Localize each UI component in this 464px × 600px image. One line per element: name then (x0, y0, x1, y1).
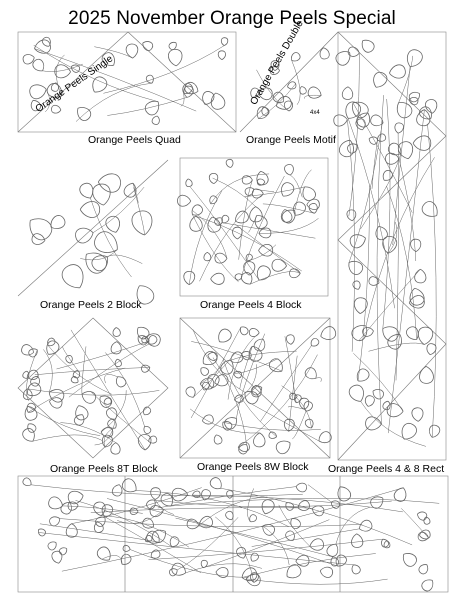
peel-loop (192, 205, 202, 215)
peel-loop (263, 524, 275, 535)
connector-stitch (191, 327, 241, 418)
connector-stitch (259, 218, 319, 233)
peel-loop (269, 359, 282, 372)
peel-loop (407, 50, 422, 67)
peel-loop (272, 259, 287, 271)
peel-loop (185, 82, 198, 94)
peel-loop (418, 532, 428, 541)
peel-loop (353, 281, 360, 289)
peel-loop (383, 327, 399, 341)
connector-stitch (360, 154, 400, 230)
peel-loop (409, 296, 424, 309)
connector-stitch (31, 485, 303, 496)
peel-loop (276, 441, 290, 454)
peel-loop (51, 105, 60, 113)
page-title: 2025 November Orange Peels Special (68, 8, 396, 29)
connector-stitch (383, 99, 390, 329)
peel-loop (429, 425, 439, 437)
peel-loop (111, 443, 120, 454)
border-stitch-art (18, 476, 448, 592)
connector-stitch (190, 187, 259, 280)
peel-loop (169, 42, 176, 49)
peel-loop (253, 433, 265, 447)
peel-loop (210, 478, 221, 489)
connector-stitch (39, 533, 354, 565)
peel-loop (106, 216, 120, 232)
connector-stitch (248, 402, 319, 441)
connector-stitch (101, 516, 189, 548)
connector-stitch (260, 346, 311, 422)
peel-loop (310, 539, 324, 551)
peel-loop (249, 328, 259, 336)
peel-loop (33, 59, 44, 71)
peel-loop (101, 428, 113, 438)
peel-loop (339, 140, 353, 157)
block8w-panel (180, 318, 330, 458)
connector-stitch (247, 245, 276, 261)
peel-loop (27, 403, 35, 412)
connector-stitch (103, 46, 224, 94)
peel-loop (52, 551, 62, 563)
peel-loop (123, 545, 130, 551)
peel-loop (419, 366, 433, 383)
peel-loop (304, 401, 312, 411)
peel-loop (226, 159, 233, 167)
block8w-stitch-art (180, 318, 330, 458)
peel-loop (352, 565, 360, 574)
block2-label: Orange Peels 2 Block (40, 299, 142, 311)
peel-loop (411, 239, 421, 251)
block8t-label: Orange Peels 8T Block (50, 463, 158, 475)
peel-loop (351, 534, 362, 548)
peel-loop (113, 328, 120, 337)
peel-loop (211, 273, 225, 284)
peel-loop (235, 274, 242, 280)
connector-stitch (176, 518, 334, 557)
peel-loop (144, 426, 151, 433)
peel-loop (31, 376, 40, 386)
connector-stitch (353, 353, 403, 411)
connector-stitch (279, 505, 310, 547)
block4-label: Orange Peels 4 Block (200, 299, 302, 311)
peel-loop (62, 265, 83, 288)
single-quad-panel (18, 32, 236, 132)
peel-loop (349, 385, 363, 401)
peel-loop (415, 269, 426, 283)
peel-loop (208, 352, 218, 360)
peel-loop (218, 51, 225, 60)
peel-loop (359, 520, 372, 531)
peel-loop (327, 544, 338, 556)
connector-stitch (246, 579, 387, 584)
peel-loop (374, 72, 387, 87)
connector-stitch (396, 133, 399, 380)
connector-stitch (290, 175, 302, 197)
peel-loop (116, 377, 125, 387)
peel-loop (80, 183, 93, 198)
peel-loop (378, 134, 386, 141)
peel-loop (257, 171, 268, 185)
peel-loop (187, 519, 199, 529)
peel-loop (190, 216, 202, 231)
block8t-stitch-art (18, 318, 168, 458)
peel-loop (347, 210, 356, 221)
peel-loop (177, 195, 190, 206)
connector-stitch (316, 378, 322, 382)
peel-loop (403, 553, 416, 566)
peel-loop (23, 55, 34, 64)
peel-loop (94, 522, 103, 533)
single-quad-stitch-art (18, 32, 236, 132)
peel-loop (418, 327, 432, 344)
connector-stitch (428, 124, 437, 438)
peel-loop (371, 115, 383, 126)
peel-loop (214, 435, 222, 444)
connector-stitch (48, 346, 112, 395)
connector-stitch (105, 374, 118, 383)
connector-stitch (69, 344, 149, 397)
connector-stitch (107, 255, 142, 264)
peel-loop (382, 539, 389, 547)
peel-loop (82, 391, 96, 403)
peel-loop (221, 38, 228, 46)
peel-loop (387, 404, 403, 417)
motif-tag: 4x4 (310, 110, 320, 116)
peel-loop (186, 179, 192, 187)
connector-stitch (91, 391, 149, 441)
rect-stitch-art (338, 32, 446, 460)
peel-loop (259, 228, 271, 238)
peel-loop (219, 329, 232, 342)
block2-stitch-art (18, 160, 168, 296)
peel-loop (282, 210, 295, 223)
block4-stitch-art (180, 158, 328, 296)
connector-stitch (213, 178, 256, 207)
connector-stitch (192, 495, 403, 512)
peel-loop (23, 478, 31, 486)
connector-stitch (252, 529, 360, 547)
connector-stitch (292, 60, 300, 104)
peel-loop (305, 368, 316, 379)
peel-loop (286, 335, 294, 345)
peel-loop (290, 269, 301, 278)
peel-loop (66, 524, 77, 538)
peel-loop (362, 40, 374, 52)
peel-loop (76, 406, 88, 420)
peel-loop (151, 550, 160, 558)
connector-stitch (336, 507, 370, 544)
peel-loop (168, 49, 182, 66)
peel-loop (48, 542, 56, 550)
peel-loop (30, 85, 46, 99)
rect-label: Orange Peels 4 & 8 Rect (328, 463, 445, 475)
connector-stitch (239, 180, 253, 260)
connector-stitch (57, 341, 150, 369)
peel-loop (300, 87, 307, 95)
peel-loop (389, 65, 405, 78)
peel-loop (226, 511, 233, 519)
connector-stitch (103, 555, 123, 564)
double-label: Orange Peels Double (248, 18, 306, 107)
peel-loop (320, 48, 329, 59)
peel-loop (417, 512, 426, 520)
peel-loop (143, 42, 153, 51)
block8w-label: Orange Peels 8W Block (197, 461, 309, 473)
peel-loop (281, 183, 293, 197)
peel-loop (204, 252, 211, 260)
peel-loop (422, 580, 433, 591)
peel-loop (240, 327, 248, 335)
peel-loop (285, 164, 294, 175)
connector-stitch (236, 334, 264, 419)
connector-stitch (349, 121, 383, 263)
connector-stitch (353, 103, 412, 213)
connector-stitch (43, 349, 52, 392)
block8t-panel (18, 318, 168, 458)
peel-loop (233, 227, 243, 239)
peel-loop (321, 327, 336, 340)
peel-loop (291, 53, 300, 61)
peel-loop (122, 479, 136, 492)
peel-loop (121, 554, 131, 564)
connector-stitch (181, 94, 184, 107)
peel-loop (222, 215, 229, 223)
connector-stitch (369, 343, 425, 351)
peel-loop (112, 485, 122, 496)
connector-stitch (223, 422, 321, 430)
peel-loop (235, 211, 248, 223)
peel-loop (395, 123, 404, 133)
peel-loop (363, 327, 374, 336)
quad-label: Orange Peels Quad (88, 134, 181, 146)
peel-loop (320, 567, 332, 577)
peel-loop (141, 365, 149, 372)
peel-loop (104, 398, 111, 404)
peel-loop (143, 407, 150, 415)
connector-stitch (91, 508, 298, 513)
single-label: Orange Peels Single (33, 53, 116, 115)
peel-loop (48, 338, 55, 346)
peel-loop (402, 423, 417, 439)
peel-loop (365, 396, 374, 407)
connector-stitch (93, 187, 144, 233)
peel-loop (66, 355, 73, 363)
peel-loop (132, 211, 152, 235)
peel-loop (427, 344, 436, 355)
peel-loop (303, 187, 316, 201)
rect-panel (338, 32, 446, 460)
peel-loop (397, 102, 412, 118)
block2-panel (18, 160, 168, 296)
connector-stitch (189, 191, 222, 285)
peel-loop (221, 360, 233, 374)
peel-loop (152, 116, 159, 125)
peel-loop (149, 336, 157, 345)
connector-stitch (211, 174, 269, 204)
peel-loop (227, 491, 233, 499)
peel-loop (373, 389, 384, 399)
connector-stitch (235, 224, 300, 273)
peel-loop (201, 368, 209, 376)
peel-loop (281, 210, 292, 223)
connector-stitch (242, 176, 285, 275)
peel-loop (422, 202, 437, 217)
connector-stitch (399, 56, 413, 103)
peel-loop (250, 207, 263, 222)
peel-loop (250, 515, 257, 522)
connector-stitch (158, 487, 296, 508)
peel-loop (349, 261, 363, 274)
peel-loop (305, 419, 313, 428)
peel-loop (202, 415, 213, 424)
peel-loop (311, 338, 319, 346)
connector-stitch (285, 336, 296, 402)
peel-loop (49, 398, 62, 408)
peel-loop (269, 432, 277, 438)
peel-loop (94, 232, 117, 253)
connector-stitch (155, 500, 392, 507)
peel-loop (257, 266, 270, 280)
peel-loop (383, 170, 392, 180)
peel-loop (308, 87, 321, 98)
connector-stitch (308, 485, 331, 503)
connector-stitch (191, 341, 282, 371)
motif-label: Orange Peels Motif (246, 134, 336, 146)
connector-stitch (200, 194, 264, 282)
peel-loop (296, 483, 307, 492)
peel-loop (49, 497, 63, 509)
block4-panel (180, 158, 328, 296)
peel-loop (215, 253, 227, 263)
connector-stitch (62, 488, 404, 571)
peel-loop (22, 345, 34, 355)
connector-stitch (101, 390, 126, 432)
peel-loop (186, 387, 195, 397)
peel-loop (59, 548, 66, 555)
peel-loop (108, 419, 117, 428)
connector-stitch (33, 435, 103, 441)
connector-stitch (107, 499, 337, 567)
connector-stitch (90, 198, 131, 277)
peel-loop (413, 136, 431, 151)
connector-stitch (76, 83, 152, 121)
peel-loop (146, 75, 153, 83)
peel-loop (71, 65, 79, 72)
peel-loop (51, 215, 65, 228)
connector-stitch (348, 118, 395, 308)
peel-loop (319, 432, 331, 443)
peel-loop (424, 517, 430, 524)
peel-loop (291, 519, 301, 529)
peel-loop (419, 565, 428, 574)
peel-loop (251, 553, 258, 561)
peel-loop (211, 93, 225, 109)
connector-stitch (192, 215, 238, 282)
peel-loop (47, 341, 59, 354)
connector-stitch (372, 140, 378, 189)
peel-loop (30, 219, 52, 240)
peel-loop (151, 488, 161, 500)
peel-loop (342, 87, 353, 100)
border-strip-panel (18, 476, 448, 592)
peel-loop (50, 517, 60, 526)
peel-loop (412, 408, 423, 422)
connector-stitch (377, 95, 384, 424)
